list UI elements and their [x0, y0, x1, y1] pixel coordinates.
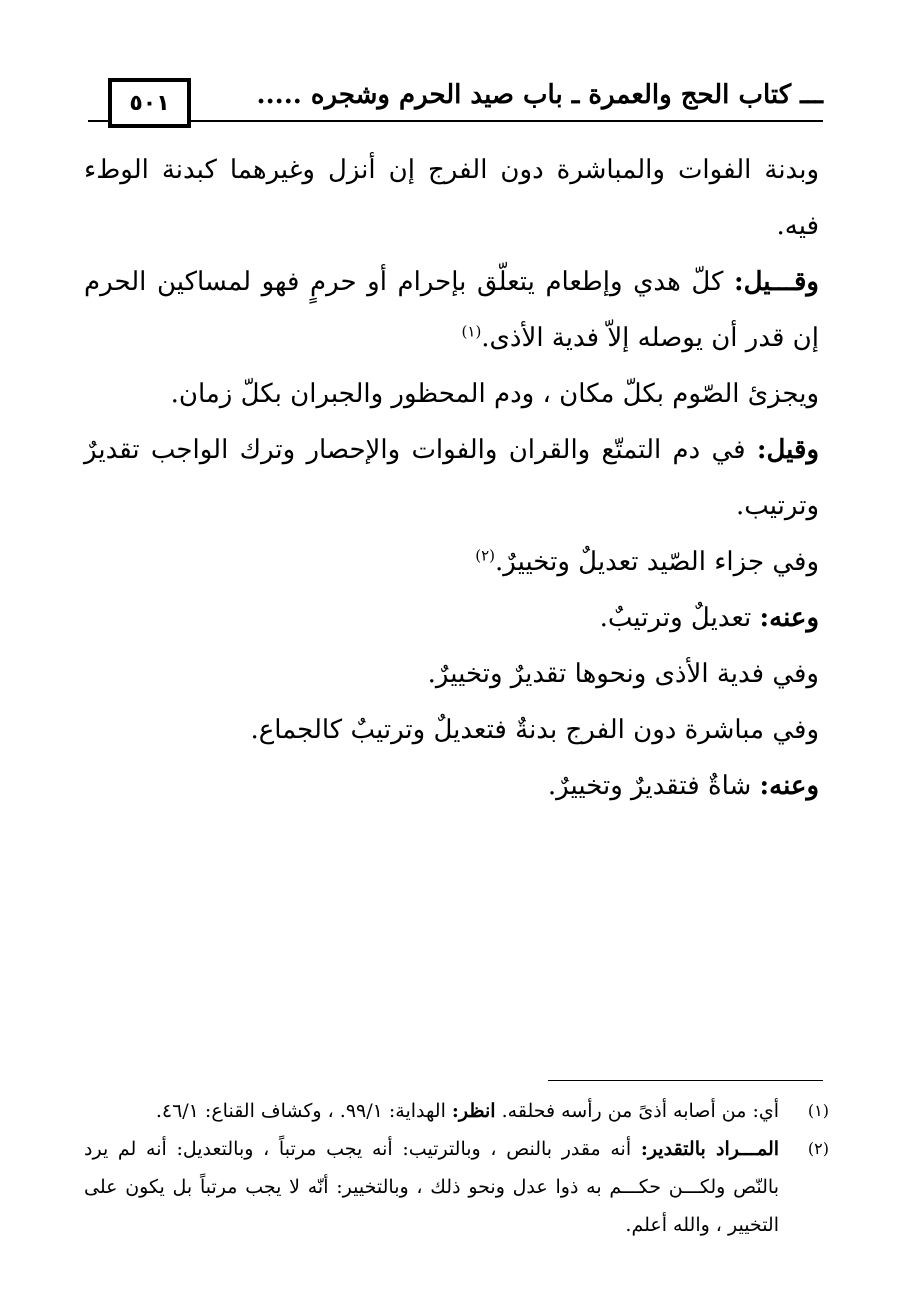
paragraph-text: كلّ هدي وإطعام يتعلّق بإحرام أو حرمٍ فهو لمساكين الحرم إن قدر أن يوصله إلاّ فدية الأذى. [84, 267, 819, 353]
paragraph [84, 142, 819, 254]
paragraph-text: تعديلٌ وترتيبٌ. [599, 603, 760, 633]
paragraph [84, 758, 819, 814]
footnote-text: الهداية: ٩٩/١. ، وكشاف القناع: ٤٦/١. [155, 1100, 452, 1122]
paragraph-text: وفي جزاء الصّيد تعديلٌ وتخييرٌ. [495, 547, 819, 577]
paragraph [84, 590, 819, 646]
running-title: ـــ كتاب الحج والعمرة ـ باب صيد الحرم وشجره ..... [256, 80, 823, 110]
paragraph-lead: وعنه: [759, 603, 819, 633]
paragraph-text: في دم التمتّع والقران والفوات والإحصار وترك الواجب تقديرٌ وترتيب. [84, 435, 819, 521]
page-header [88, 68, 823, 128]
footnote [84, 1092, 829, 1130]
paragraph [84, 534, 819, 590]
footnote-text: أنه مقدر بالنص ، وبالترتيب: أنه يجب مرتباً ، وبالتعديل: أنه لم يرد بالنّص ولكـــن حكـــم به ذوا عدل ونحو ذلك ، وبالتخيير: أنّه لا يجب مرتباً بل يكون على التخيير ، والله أعلم. [84, 1138, 779, 1236]
paragraph [84, 254, 819, 366]
footnote-ref: (٢) [475, 546, 495, 565]
paragraph [84, 646, 819, 702]
footnote-number: (١) [807, 1101, 829, 1120]
paragraph-text: وفي فدية الأذى ونحوها تقديرٌ وتخييرٌ. [427, 659, 819, 689]
footnote-text: أي: من أصابه أذىً من رأسه فحلقه. [495, 1100, 779, 1122]
paragraph [84, 422, 819, 534]
footnote [84, 1130, 829, 1244]
page-number-box [108, 78, 191, 128]
paragraph-lead: وعنه: [759, 771, 819, 801]
footnote-lead: المـــراد بالتقدير: [640, 1138, 780, 1160]
footnote-ref: (١) [461, 322, 482, 341]
footnote-number: (٢) [807, 1139, 829, 1158]
page-number: ٥٠١ [129, 90, 170, 116]
paragraph-text: ويجزئ الصّوم بكلّ مكان ، ودم المحظور والجبران بكلّ زمان. [170, 379, 819, 409]
paragraph-lead: وقيل: [756, 435, 819, 465]
paragraph [84, 702, 819, 758]
paragraph-text: وبدنة الفوات والمباشرة دون الفرج إن أنزل وغيرهما كبدنة الوطء فيه. [84, 155, 819, 241]
main-text [84, 142, 819, 814]
paragraph-lead: وقـــيل: [734, 267, 819, 297]
paragraph-text: شاةٌ فتقديرٌ وتخييرٌ. [547, 771, 760, 801]
paragraph-text: وفي مباشرة دون الفرج بدنةٌ فتعديلٌ وترتيبٌ كالجماع. [250, 715, 819, 745]
footnote-lead: انظر: [451, 1100, 496, 1122]
footnote-separator [548, 1080, 823, 1081]
header-rule [88, 120, 823, 122]
footnotes [84, 1092, 829, 1244]
paragraph [84, 366, 819, 422]
